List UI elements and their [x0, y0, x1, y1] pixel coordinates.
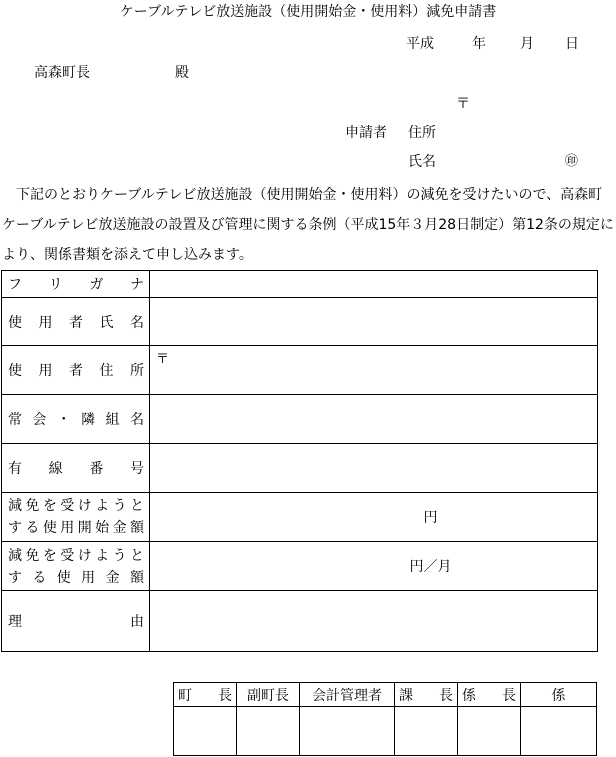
approval-head-accountant: 会計管理者 — [300, 683, 395, 707]
date-month: 月 — [520, 36, 534, 52]
applicant-name-label: 氏名 — [408, 154, 436, 170]
user-address-row — [2, 346, 598, 395]
applicant-label: 申請者 — [345, 125, 387, 141]
user-address-label: 使 用 者 住 所 — [2, 346, 150, 395]
stamp-box-subsection-chief[interactable] — [458, 707, 521, 756]
neighborhood-row — [2, 395, 598, 444]
start-fee-row — [2, 493, 598, 542]
approval-header-row — [174, 683, 597, 707]
date-year: 年 — [472, 36, 486, 52]
furigana-label — [2, 271, 150, 298]
neighborhood-input[interactable] — [150, 395, 598, 444]
neighborhood-label: 常 会 ・ 隣 組 名 — [2, 395, 150, 444]
reason-input[interactable] — [150, 591, 598, 652]
furigana-row — [2, 271, 598, 298]
approval-table — [173, 682, 597, 756]
start-fee-label: 減免を受けようと する使用開始金額 — [2, 493, 150, 542]
applicant-address-label: 住所 — [408, 125, 436, 141]
usage-fee-input[interactable] — [150, 542, 598, 591]
honorific: 殿 — [175, 65, 189, 81]
approval-head-staff: 係 — [521, 683, 597, 707]
user-name-label: 使 用 者 氏 名 — [2, 298, 150, 346]
reason-row — [2, 591, 598, 652]
cable-number-input[interactable] — [150, 444, 598, 493]
furigana-text: フ リ ガ ナ — [8, 277, 144, 293]
usage-fee-label: 減免を受けようと す る 使 用 金 額 — [2, 542, 150, 591]
furigana-input[interactable] — [150, 271, 598, 298]
approval-head-subsection-chief: 係 長 — [458, 683, 521, 707]
user-name-input[interactable] — [150, 298, 598, 346]
stamp-box-staff[interactable] — [521, 707, 597, 756]
stamp-box-mayor[interactable] — [174, 707, 237, 756]
start-fee-unit: 円 — [423, 510, 438, 526]
stamp-box-deputy[interactable] — [237, 707, 300, 756]
reason-label: 理 由 — [2, 591, 150, 652]
date-day: 日 — [565, 36, 579, 52]
document-title: ケーブルテレビ放送施設（使用開始金・使用料）減免申請書 — [119, 4, 497, 20]
user-name-row — [2, 298, 598, 346]
approval-head-deputy: 副町長 — [237, 683, 300, 707]
stamp-box-accountant[interactable] — [300, 707, 395, 756]
approval-stamp-row — [174, 707, 597, 756]
usage-fee-row — [2, 542, 598, 591]
addressee: 高森町長 — [34, 65, 90, 81]
approval-head-mayor: 町 長 — [174, 683, 237, 707]
date-era: 平成 — [406, 36, 434, 52]
seal-mark: ㊞ — [565, 154, 579, 169]
applicant-postal-mark: 〒 — [456, 96, 470, 112]
user-address-input[interactable] — [150, 346, 598, 395]
application-form-table — [1, 270, 598, 652]
start-fee-input[interactable] — [150, 493, 598, 542]
usage-fee-unit: 円／月 — [409, 559, 452, 575]
application-statement: 下記のとおりケーブルテレビ放送施設（使用開始金・使用料）の減免を受けたいので、高森町ケーブルテレビ放送施設の設置及び管理に関する条例（平成15年３月28日制定）第12条の規定により、関係書類を添えて申し込みます。 — [2, 187, 614, 263]
cable-number-row — [2, 444, 598, 493]
stamp-box-section-chief[interactable] — [395, 707, 458, 756]
approval-head-section-chief: 課 長 — [395, 683, 458, 707]
cable-number-label: 有 線 番 号 — [2, 444, 150, 493]
address-postal-mark: 〒 — [156, 352, 170, 367]
